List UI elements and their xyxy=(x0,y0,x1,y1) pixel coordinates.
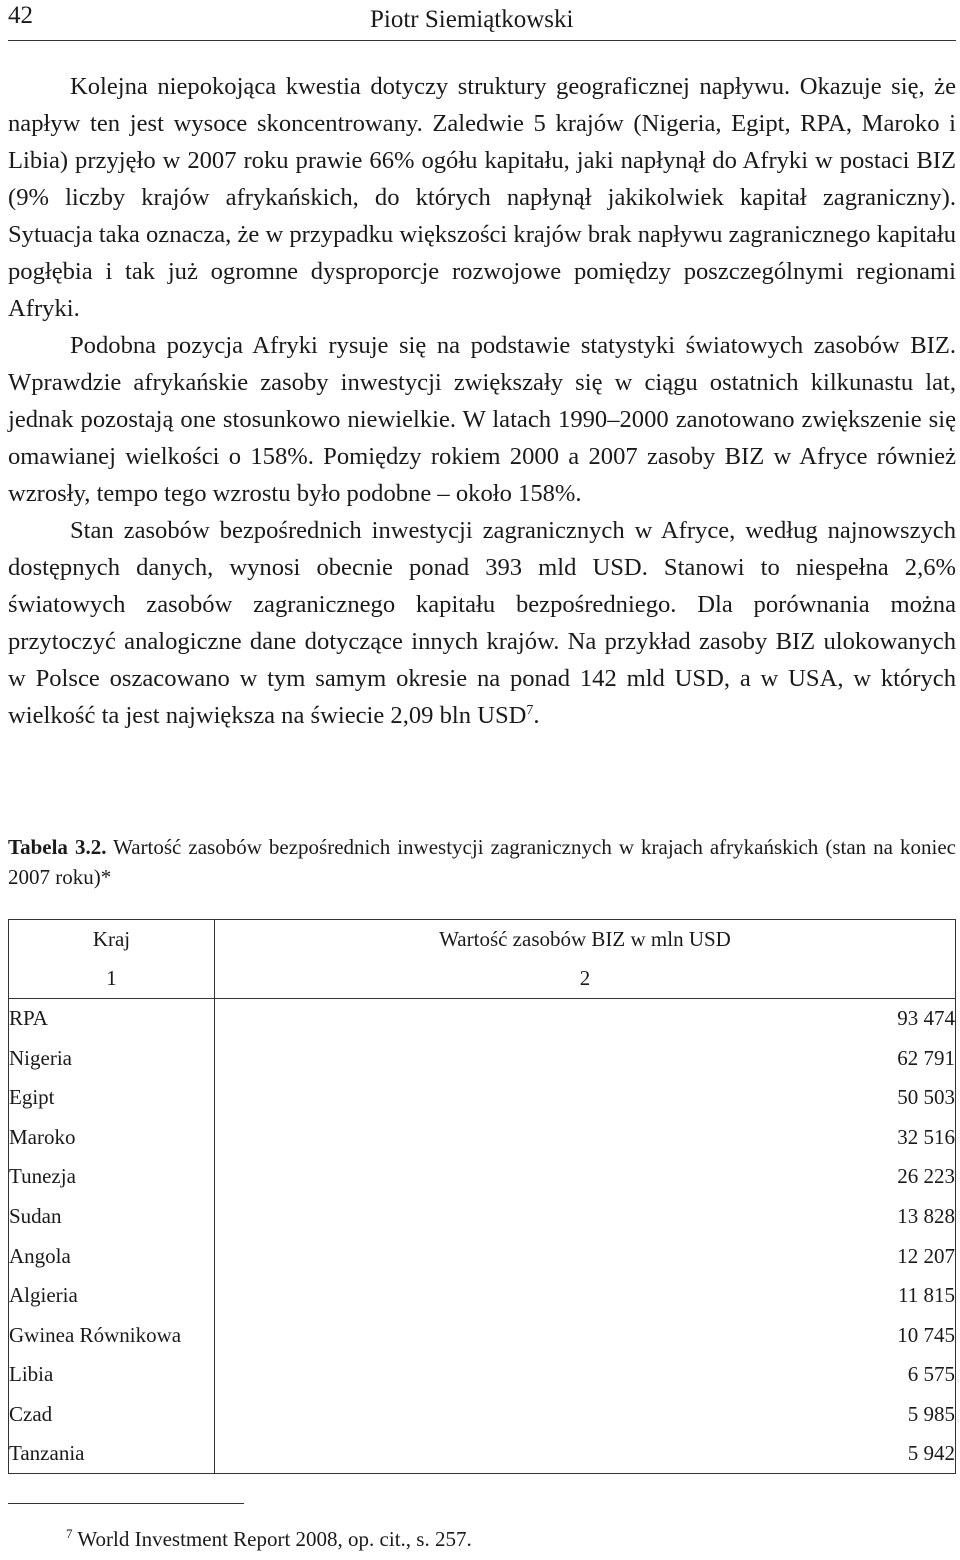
page-header xyxy=(8,0,956,41)
running-head-author: Piotr Siemiątkowski xyxy=(370,6,574,33)
footnote xyxy=(66,1527,472,1552)
country-cell: Sudan xyxy=(9,1197,215,1237)
value-cell: 6 575 xyxy=(215,1355,956,1395)
table-row xyxy=(9,1434,956,1474)
paragraph-3-text: Stan zasobów bezpośrednich inwestycji zagranicznych w Afryce, według najnowszych dostępnych danych, wynosi obecnie ponad 393 mld USD. Stanowi to niespełna 2,6% światowych zasobów zagranicznego kapitału bezpośredniego. Dla porównania można przytoczyć analogiczne dane dotyczące innych krajów. Na przykład zasoby BIZ ulokowanych w Polsce oszacowano w tym samym okresie na ponad 142 mld USD, a w USA, w których wielkość ta jest największa na świecie 2,09 bln USD xyxy=(8,517,956,729)
footnote-text: World Investment Report 2008, op. cit., s. 257. xyxy=(72,1527,472,1551)
value-cell: 5 942 xyxy=(215,1434,956,1474)
table-column-number-row xyxy=(9,959,956,999)
country-cell: Tanzania xyxy=(9,1434,215,1474)
value-cell: 5 985 xyxy=(215,1395,956,1435)
country-cell: Tunezja xyxy=(9,1157,215,1197)
country-cell: Egipt xyxy=(9,1078,215,1118)
value-cell: 26 223 xyxy=(215,1157,956,1197)
table-row xyxy=(9,1078,956,1118)
table-row xyxy=(9,1276,956,1316)
value-cell: 93 474 xyxy=(215,999,956,1039)
paragraph-1: Kolejna niepokojąca kwestia dotyczy struktury geograficznej napływu. Okazuje się, że napływ ten jest wysoce skoncentrowany. Zaledwie 5 krajów (Nigeria, Egipt, RPA, Maroko i Libia) przyjęło w 2007 roku prawie 66% ogółu kapitału, jaki napłynął do Afryki w postaci BIZ (9% liczby krajów afrykańskich, do których napłynął jakikolwiek kapitał zagraniczny). Sytuacja taka oznacza, że w przypadku większości krajów brak napływu zagranicznego kapitału pogłębia i tak już ogromne dysproporcje rozwojowe pomiędzy poszczególnymi regionami Afryki. xyxy=(8,73,956,322)
header-value: Wartość zasobów BIZ w mln USD xyxy=(215,920,956,960)
table-header-row xyxy=(9,920,956,960)
paragraph-3 xyxy=(8,512,956,734)
footnote-reference[interactable]: 7 xyxy=(526,703,534,718)
value-cell: 13 828 xyxy=(215,1197,956,1237)
country-cell: Maroko xyxy=(9,1117,215,1157)
table-row xyxy=(9,1157,956,1197)
country-cell: Czad xyxy=(9,1395,215,1435)
fdi-stock-table xyxy=(8,919,956,1474)
table-row xyxy=(9,1315,956,1355)
value-cell: 12 207 xyxy=(215,1236,956,1276)
page-number: 42 xyxy=(8,2,33,29)
country-cell: RPA xyxy=(9,999,215,1039)
table-caption xyxy=(8,832,956,892)
table-row xyxy=(9,999,956,1039)
table-row xyxy=(9,1197,956,1237)
table-row xyxy=(9,1117,956,1157)
country-cell: Algieria xyxy=(9,1276,215,1316)
table-row xyxy=(9,1395,956,1435)
country-cell: Angola xyxy=(9,1236,215,1276)
value-cell: 62 791 xyxy=(215,1038,956,1078)
value-cell: 10 745 xyxy=(215,1315,956,1355)
table-row xyxy=(9,1236,956,1276)
column-number-1: 1 xyxy=(9,959,215,999)
country-cell: Gwinea Równikowa xyxy=(9,1315,215,1355)
country-cell: Nigeria xyxy=(9,1038,215,1078)
paragraph-2: Podobna pozycja Afryki rysuje się na podstawie statystyki światowych zasobów BIZ. Wprawdzie afrykańskie zasoby inwestycji zwiększały się w ciągu ostatnich kilkunastu lat, jednak pozostają one stosunkowo niewielkie. W latach 1990–2000 zanotowano zwiększenie się omawianej wielkości o 158%. Pomiędzy rokiem 2000 a 2007 zasoby BIZ w Afryce również wzrosły, tempo tego wzrostu było podobne – około 158%. xyxy=(8,332,956,507)
footnote-separator xyxy=(8,1503,244,1504)
value-cell: 32 516 xyxy=(215,1117,956,1157)
table-row xyxy=(9,1038,956,1078)
table-row xyxy=(9,1355,956,1395)
value-cell: 11 815 xyxy=(215,1276,956,1316)
table-caption-label: Tabela 3.2. xyxy=(8,835,107,859)
body-text xyxy=(8,68,956,734)
value-cell: 50 503 xyxy=(215,1078,956,1118)
footnote-number: 7 xyxy=(66,1526,73,1541)
column-number-2: 2 xyxy=(215,959,956,999)
paragraph-3-tail: . xyxy=(533,702,540,729)
table-caption-text: Wartość zasobów bezpośrednich inwestycji zagranicznych w krajach afrykańskich (stan na koniec 2007 roku)* xyxy=(8,835,957,889)
header-country: Kraj xyxy=(9,920,215,960)
country-cell: Libia xyxy=(9,1355,215,1395)
